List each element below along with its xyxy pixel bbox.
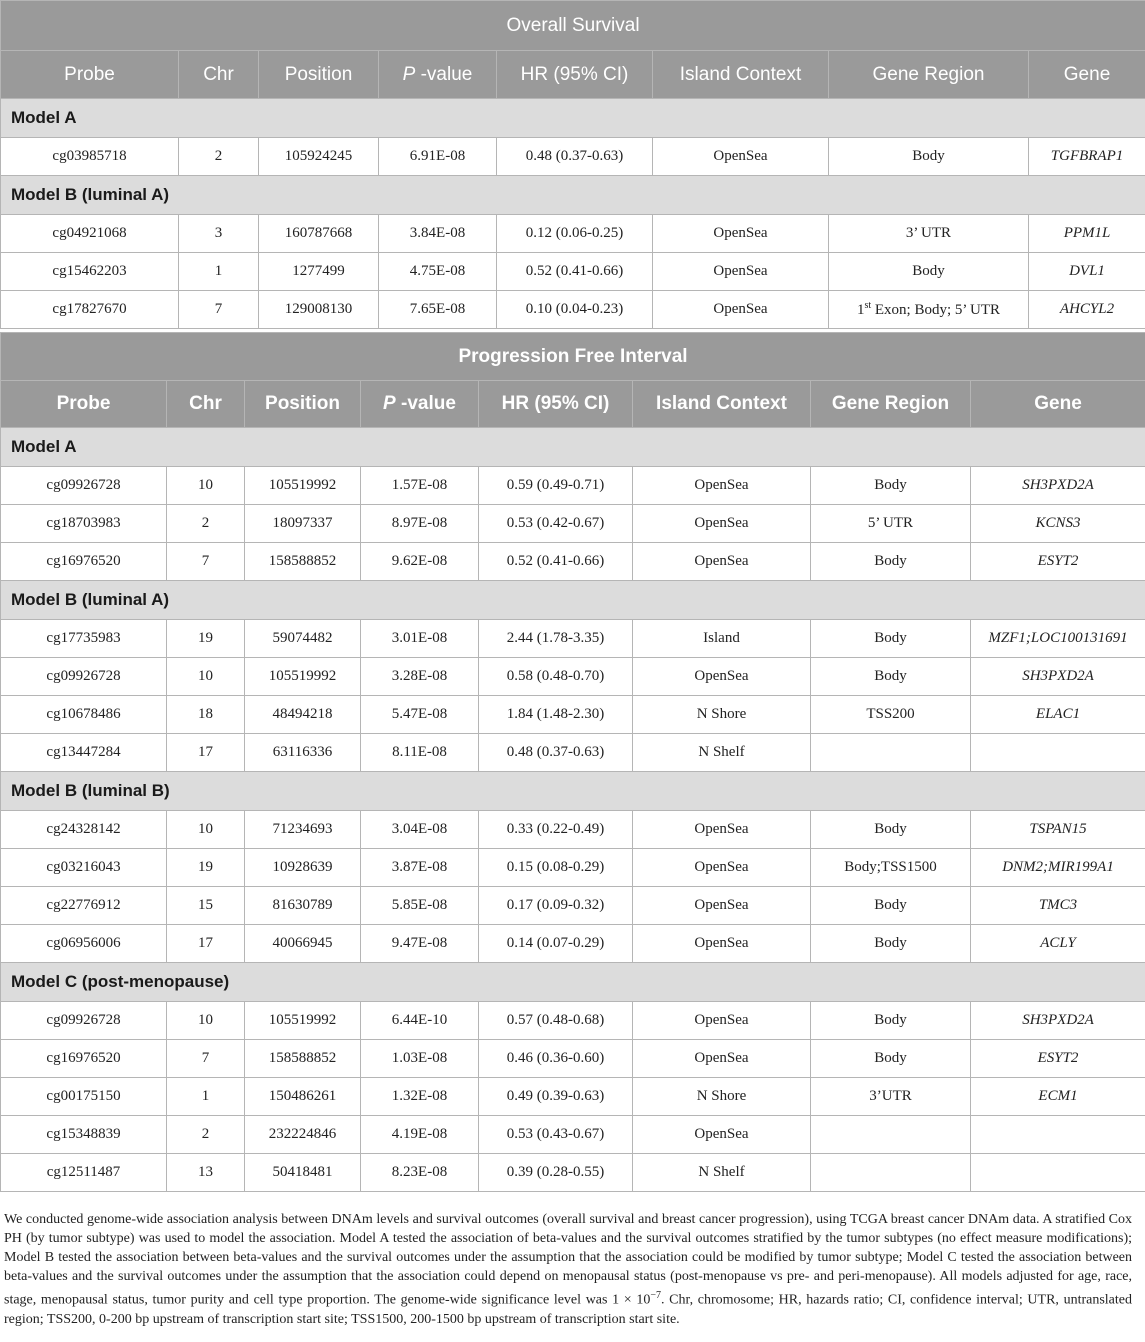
cell-hr: 0.48 (0.37-0.63) xyxy=(497,138,653,176)
cell-region: Body xyxy=(811,620,971,658)
cell-position: 40066945 xyxy=(245,925,361,963)
cell-probe: cg13447284 xyxy=(1,734,167,772)
cell-region: Body xyxy=(811,467,971,505)
col-header-island: Island Context xyxy=(653,51,829,99)
cell-pvalue: 3.87E-08 xyxy=(361,849,479,887)
table-row xyxy=(1,138,1145,176)
cell-pvalue: 4.75E-08 xyxy=(379,253,497,291)
cell-chr: 2 xyxy=(167,505,245,543)
cell-probe: cg15462203 xyxy=(1,253,179,291)
cell-island: Island xyxy=(633,620,811,658)
cell-chr: 17 xyxy=(167,925,245,963)
col-header-region: Gene Region xyxy=(829,51,1029,99)
cell-region: 5’ UTR xyxy=(811,505,971,543)
cell-pvalue: 8.11E-08 xyxy=(361,734,479,772)
cell-chr: 10 xyxy=(167,467,245,505)
cell-hr: 0.58 (0.48-0.70) xyxy=(479,658,633,696)
cell-island: OpenSea xyxy=(653,291,829,329)
cell-position: 158588852 xyxy=(245,543,361,581)
cell-gene xyxy=(971,1116,1145,1154)
group-row xyxy=(1,963,1145,1002)
cell-gene: ELAC1 xyxy=(971,696,1145,734)
cell-probe: cg17827670 xyxy=(1,291,179,329)
cell-pvalue: 8.23E-08 xyxy=(361,1154,479,1192)
table-row xyxy=(1,505,1145,543)
cell-probe: cg24328142 xyxy=(1,811,167,849)
cell-hr: 0.52 (0.41-0.66) xyxy=(479,543,633,581)
cell-island: N Shore xyxy=(633,1078,811,1116)
cell-probe: cg15348839 xyxy=(1,1116,167,1154)
col-header-hr: HR (95% CI) xyxy=(497,51,653,99)
cell-island: N Shore xyxy=(633,696,811,734)
cell-island: OpenSea xyxy=(633,811,811,849)
group-row xyxy=(1,428,1145,467)
cell-pvalue: 5.47E-08 xyxy=(361,696,479,734)
table-footnote: We conducted genome-wide association analysis between DNAm levels and survival outcomes (overall survival and breast cancer progression), using TCGA breast cancer DNAm data. A stratified Cox PH (by tumor subtype) was used to model the association. Model A tested the association of beta-values and the survival outcomes stratified by the tumor subtypes (no effect measure modifications); Model B tested the association between beta-values and the survival outcomes under the assumption that the association could be modified by tumor subtype; Model C tested the association between beta-values and the survival outcomes under the assumption that the association could depend on menopausal status (post-menopause vs pre- and peri-menopause). All models adjusted for age, race, stage, menopausal status, tumor purity and cell type proportion. The genome-wide significance level was $1 \times 10^{-7}$. Chr, chromosome; HR, hazards ratio; CI, confidence interval; UTR, untranslated region; TSS200, 0-200 bp upstream of transcription start site; TSS1500, 200-1500 bp upstream of transcription start site. xyxy=(4,1212,1132,1327)
cell-probe: cg22776912 xyxy=(1,887,167,925)
cell-hr: 0.46 (0.36-0.60) xyxy=(479,1040,633,1078)
cell-hr: 0.15 (0.08-0.29) xyxy=(479,849,633,887)
table-title: Overall Survival xyxy=(1,1,1145,51)
cell-position: 1277499 xyxy=(259,253,379,291)
cell-pvalue: 7.65E-08 xyxy=(379,291,497,329)
cell-region: Body xyxy=(829,138,1029,176)
cell-region: Body xyxy=(811,887,971,925)
cell-region: TSS200 xyxy=(811,696,971,734)
cell-region: Body xyxy=(829,253,1029,291)
cell-probe: cg03985718 xyxy=(1,138,179,176)
table-row xyxy=(1,291,1145,329)
cell-probe: cg17735983 xyxy=(1,620,167,658)
cell-hr: 0.59 (0.49-0.71) xyxy=(479,467,633,505)
table-row xyxy=(1,1002,1145,1040)
table-row xyxy=(1,696,1145,734)
table-row xyxy=(1,925,1145,963)
cell-gene: ECM1 xyxy=(971,1078,1145,1116)
cell-chr: 18 xyxy=(167,696,245,734)
cell-gene: DNM2;MIR199A1 xyxy=(971,849,1145,887)
cell-position: 10928639 xyxy=(245,849,361,887)
cell-pvalue: 3.28E-08 xyxy=(361,658,479,696)
cell-island: OpenSea xyxy=(633,658,811,696)
header-row xyxy=(1,381,1145,428)
group-label: Model C (post-menopause) xyxy=(1,963,1145,1002)
table-row xyxy=(1,887,1145,925)
cell-hr: 0.17 (0.09-0.32) xyxy=(479,887,633,925)
cell-position: 158588852 xyxy=(245,1040,361,1078)
cell-gene: ESYT2 xyxy=(971,1040,1145,1078)
cell-island: OpenSea xyxy=(633,505,811,543)
cell-gene: ACLY xyxy=(971,925,1145,963)
col-header-island: Island Context xyxy=(633,381,811,428)
cell-region: 3’UTR xyxy=(811,1078,971,1116)
cell-position: 105924245 xyxy=(259,138,379,176)
cell-position: 63116336 xyxy=(245,734,361,772)
col-header-pvalue: P -value xyxy=(379,51,497,99)
cell-region: 3’ UTR xyxy=(829,215,1029,253)
table-row xyxy=(1,734,1145,772)
cell-island: OpenSea xyxy=(633,467,811,505)
cell-pvalue: 3.01E-08 xyxy=(361,620,479,658)
cell-island: OpenSea xyxy=(633,543,811,581)
col-header-hr: HR (95% CI) xyxy=(479,381,633,428)
group-label: Model B (luminal B) xyxy=(1,772,1145,811)
table-title-row xyxy=(1,1,1145,51)
cell-island: OpenSea xyxy=(633,849,811,887)
cell-gene: MZF1;LOC100131691 xyxy=(971,620,1145,658)
col-header-position: Position xyxy=(245,381,361,428)
col-header-pvalue: P -value xyxy=(361,381,479,428)
cell-chr: 19 xyxy=(167,620,245,658)
cell-probe: cg16976520 xyxy=(1,543,167,581)
cell-position: 160787668 xyxy=(259,215,379,253)
cell-region: 1st Exon; Body; 5’ UTR xyxy=(829,291,1029,329)
col-header-region: Gene Region xyxy=(811,381,971,428)
cell-gene: AHCYL2 xyxy=(1029,291,1145,329)
cell-probe: cg10678486 xyxy=(1,696,167,734)
table-row xyxy=(1,1078,1145,1116)
cell-chr: 17 xyxy=(167,734,245,772)
cell-pvalue: 1.03E-08 xyxy=(361,1040,479,1078)
cell-region: Body xyxy=(811,658,971,696)
cell-hr: 0.49 (0.39-0.63) xyxy=(479,1078,633,1116)
cell-island: N Shelf xyxy=(633,1154,811,1192)
table-row xyxy=(1,620,1145,658)
cell-region: Body;TSS1500 xyxy=(811,849,971,887)
cell-island: OpenSea xyxy=(653,253,829,291)
cell-position: 50418481 xyxy=(245,1154,361,1192)
header-row xyxy=(1,51,1145,99)
cell-gene: ESYT2 xyxy=(971,543,1145,581)
cell-probe: cg03216043 xyxy=(1,849,167,887)
cell-probe: cg09926728 xyxy=(1,658,167,696)
group-row xyxy=(1,581,1145,620)
cell-pvalue: 5.85E-08 xyxy=(361,887,479,925)
cell-region: Body xyxy=(811,811,971,849)
cell-position: 81630789 xyxy=(245,887,361,925)
cell-island: OpenSea xyxy=(633,887,811,925)
col-header-chr: Chr xyxy=(179,51,259,99)
cell-hr: 0.57 (0.48-0.68) xyxy=(479,1002,633,1040)
cell-chr: 1 xyxy=(179,253,259,291)
progression-free-interval-table xyxy=(0,332,1145,1192)
cell-region: Body xyxy=(811,1040,971,1078)
cell-gene: KCNS3 xyxy=(971,505,1145,543)
cell-island: OpenSea xyxy=(653,215,829,253)
cell-position: 18097337 xyxy=(245,505,361,543)
cell-gene: SH3PXD2A xyxy=(971,1002,1145,1040)
cell-pvalue: 6.91E-08 xyxy=(379,138,497,176)
table-row xyxy=(1,1040,1145,1078)
cell-region: Body xyxy=(811,1002,971,1040)
group-label: Model A xyxy=(1,428,1145,467)
table-row xyxy=(1,658,1145,696)
cell-gene: TGFBRAP1 xyxy=(1029,138,1145,176)
cell-pvalue: 9.47E-08 xyxy=(361,925,479,963)
cell-chr: 7 xyxy=(179,291,259,329)
group-row xyxy=(1,772,1145,811)
cell-island: N Shelf xyxy=(633,734,811,772)
cell-position: 105519992 xyxy=(245,658,361,696)
cell-position: 59074482 xyxy=(245,620,361,658)
cell-probe: cg09926728 xyxy=(1,1002,167,1040)
cell-hr: 0.12 (0.06-0.25) xyxy=(497,215,653,253)
group-label: Model B (luminal A) xyxy=(1,176,1145,215)
table-row xyxy=(1,543,1145,581)
cell-region xyxy=(811,1154,971,1192)
cell-island: OpenSea xyxy=(633,1040,811,1078)
col-header-gene: Gene xyxy=(1029,51,1145,99)
cell-chr: 2 xyxy=(167,1116,245,1154)
cell-region: Body xyxy=(811,543,971,581)
cell-probe: cg18703983 xyxy=(1,505,167,543)
cell-hr: 0.52 (0.41-0.66) xyxy=(497,253,653,291)
cell-gene: SH3PXD2A xyxy=(971,467,1145,505)
cell-gene: TMC3 xyxy=(971,887,1145,925)
cell-hr: 2.44 (1.78-3.35) xyxy=(479,620,633,658)
cell-chr: 10 xyxy=(167,1002,245,1040)
cell-probe: cg00175150 xyxy=(1,1078,167,1116)
cell-chr: 3 xyxy=(179,215,259,253)
cell-chr: 2 xyxy=(179,138,259,176)
cell-pvalue: 9.62E-08 xyxy=(361,543,479,581)
cell-hr: 0.39 (0.28-0.55) xyxy=(479,1154,633,1192)
group-row xyxy=(1,99,1145,138)
cell-gene: DVL1 xyxy=(1029,253,1145,291)
cell-chr: 10 xyxy=(167,658,245,696)
cell-chr: 15 xyxy=(167,887,245,925)
cell-region: Body xyxy=(811,925,971,963)
table-row xyxy=(1,215,1145,253)
col-header-gene: Gene xyxy=(971,381,1145,428)
cell-hr: 0.14 (0.07-0.29) xyxy=(479,925,633,963)
cell-hr: 0.33 (0.22-0.49) xyxy=(479,811,633,849)
col-header-probe: Probe xyxy=(1,381,167,428)
table-row xyxy=(1,253,1145,291)
cell-position: 48494218 xyxy=(245,696,361,734)
cell-hr: 0.10 (0.04-0.23) xyxy=(497,291,653,329)
table-title: Progression Free Interval xyxy=(1,333,1145,381)
cell-gene xyxy=(971,1154,1145,1192)
cell-probe: cg06956006 xyxy=(1,925,167,963)
cell-probe: cg04921068 xyxy=(1,215,179,253)
overall-survival-table xyxy=(0,0,1145,329)
cell-position: 71234693 xyxy=(245,811,361,849)
cell-probe: cg16976520 xyxy=(1,1040,167,1078)
col-header-probe: Probe xyxy=(1,51,179,99)
cell-chr: 19 xyxy=(167,849,245,887)
cell-hr: 0.53 (0.42-0.67) xyxy=(479,505,633,543)
table-row xyxy=(1,1154,1145,1192)
cell-pvalue: 4.19E-08 xyxy=(361,1116,479,1154)
table-row xyxy=(1,849,1145,887)
table-row xyxy=(1,467,1145,505)
cell-position: 105519992 xyxy=(245,467,361,505)
cell-chr: 1 xyxy=(167,1078,245,1116)
cell-gene xyxy=(971,734,1145,772)
cell-position: 150486261 xyxy=(245,1078,361,1116)
cell-hr: 1.84 (1.48-2.30) xyxy=(479,696,633,734)
cell-position: 232224846 xyxy=(245,1116,361,1154)
group-label: Model B (luminal A) xyxy=(1,581,1145,620)
cell-gene: PPM1L xyxy=(1029,215,1145,253)
cell-island: OpenSea xyxy=(653,138,829,176)
table-row xyxy=(1,811,1145,849)
cell-gene: SH3PXD2A xyxy=(971,658,1145,696)
cell-hr: 0.48 (0.37-0.63) xyxy=(479,734,633,772)
cell-island: OpenSea xyxy=(633,1116,811,1154)
cell-island: OpenSea xyxy=(633,925,811,963)
cell-pvalue: 1.57E-08 xyxy=(361,467,479,505)
cell-chr: 10 xyxy=(167,811,245,849)
group-label: Model A xyxy=(1,99,1145,138)
table-row xyxy=(1,1116,1145,1154)
cell-chr: 13 xyxy=(167,1154,245,1192)
col-header-position: Position xyxy=(259,51,379,99)
cell-pvalue: 8.97E-08 xyxy=(361,505,479,543)
cell-region xyxy=(811,734,971,772)
col-header-chr: Chr xyxy=(167,381,245,428)
cell-position: 129008130 xyxy=(259,291,379,329)
cell-position: 105519992 xyxy=(245,1002,361,1040)
cell-chr: 7 xyxy=(167,1040,245,1078)
cell-pvalue: 1.32E-08 xyxy=(361,1078,479,1116)
cell-island: OpenSea xyxy=(633,1002,811,1040)
group-row xyxy=(1,176,1145,215)
table-title-row xyxy=(1,333,1145,381)
cell-pvalue: 3.84E-08 xyxy=(379,215,497,253)
cell-region xyxy=(811,1116,971,1154)
cell-gene: TSPAN15 xyxy=(971,811,1145,849)
cell-chr: 7 xyxy=(167,543,245,581)
cell-hr: 0.53 (0.43-0.67) xyxy=(479,1116,633,1154)
cell-pvalue: 6.44E-10 xyxy=(361,1002,479,1040)
cell-probe: cg12511487 xyxy=(1,1154,167,1192)
cell-probe: cg09926728 xyxy=(1,467,167,505)
cell-pvalue: 3.04E-08 xyxy=(361,811,479,849)
